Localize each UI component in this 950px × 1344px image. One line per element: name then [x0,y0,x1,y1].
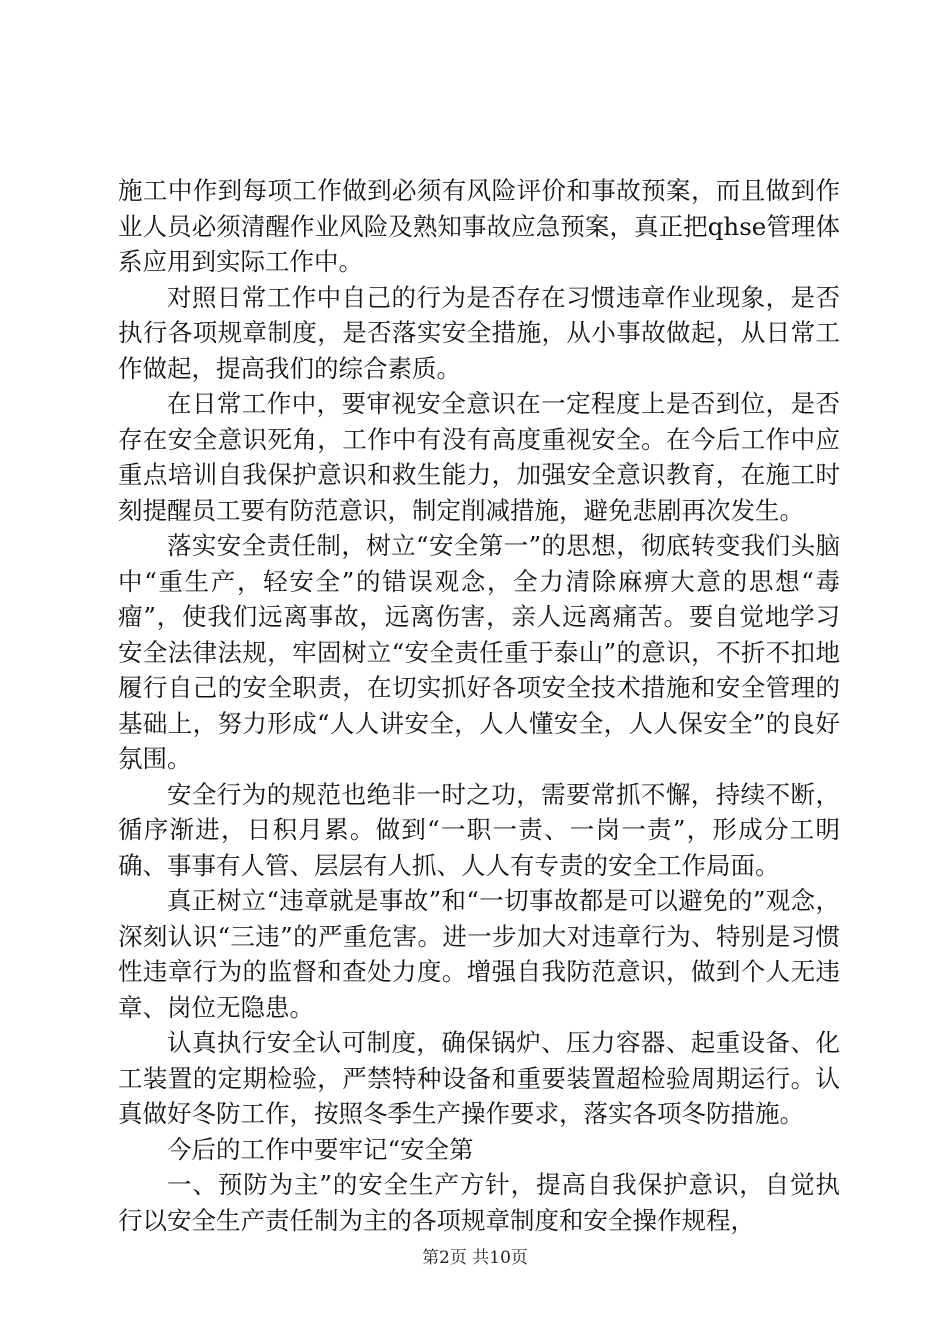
paragraph: 一、预防为主”的安全生产方针，提高自我保护意识，自觉执行以安全生产责任制为主的各项规章制度和安全操作规程， [118,1170,840,1235]
paragraph: 对照日常工作中自己的行为是否存在习惯违章作业现象，是否执行各项规章制度，是否落实安全措施，从小事故做起，从日常工作做起，提高我们的综合素质。 [118,282,840,383]
paragraph: 施工中作到每项工作做到必须有风险评价和事故预案，而且做到作业人员必须清醒作业风险及熟知事故应急预案，真正把qhse管理体系应用到实际工作中。 [118,176,840,276]
paragraph: 认真执行安全认可制度，确保锅炉、压力容器、起重设备、化工装置的定期检验，严禁特种设备和重要装置超检验周期运行。认真做好冬防工作，按照冬季生产操作要求，落实各项冬防措施。 [118,1028,840,1128]
page-number-footer: 第2页 共10页 [422,1248,528,1268]
document-body [118,173,840,1238]
paragraph: 在日常工作中，要审视安全意识在一定程度上是否到位，是否存在安全意识死角，工作中有没有高度重视安全。在今后工作中应重点培训自我保护意识和救生能力，加强安全意识教育，在施工时刻提醒员工要有防范意识，制定削减措施，避免悲剧再次发生。 [118,389,840,525]
paragraph: 真正树立“违章就是事故”和“一切事故都是可以避免的”观念，深刻认识“三违”的严重危害。进一步加大对违章行为、特别是习惯性违章行为的监督和查处力度。增强自我防范意识，做到个人无违章、岗位无隐患。 [118,886,840,1022]
paragraph: 落实安全责任制，树立“安全第一”的思想，彻底转变我们头脑中“重生产，轻安全”的错误观念，全力清除麻痹大意的思想“毒瘤”，使我们远离事故，远离伤害，亲人远离痛苦。要自觉地学习安全法律法规，牢固树立“安全责任重于泰山”的意识，不折不扣地履行自己的安全职责，在切实抓好各项安全技术措施和安全管理的基础上，努力形成“人人讲安全，人人懂安全，人人保安全”的良好氛围。 [118,531,840,773]
paragraph: 今后的工作中要牢记“安全第 [167,1134,474,1164]
paragraph: 安全行为的规范也绝非一时之功，需要常抓不懈，持续不断，循序渐进，日积月累。做到“一职一责、一岗一责”，形成分工明确、事事有人管、层层有人抓、人人有专责的安全工作局面。 [118,779,840,880]
